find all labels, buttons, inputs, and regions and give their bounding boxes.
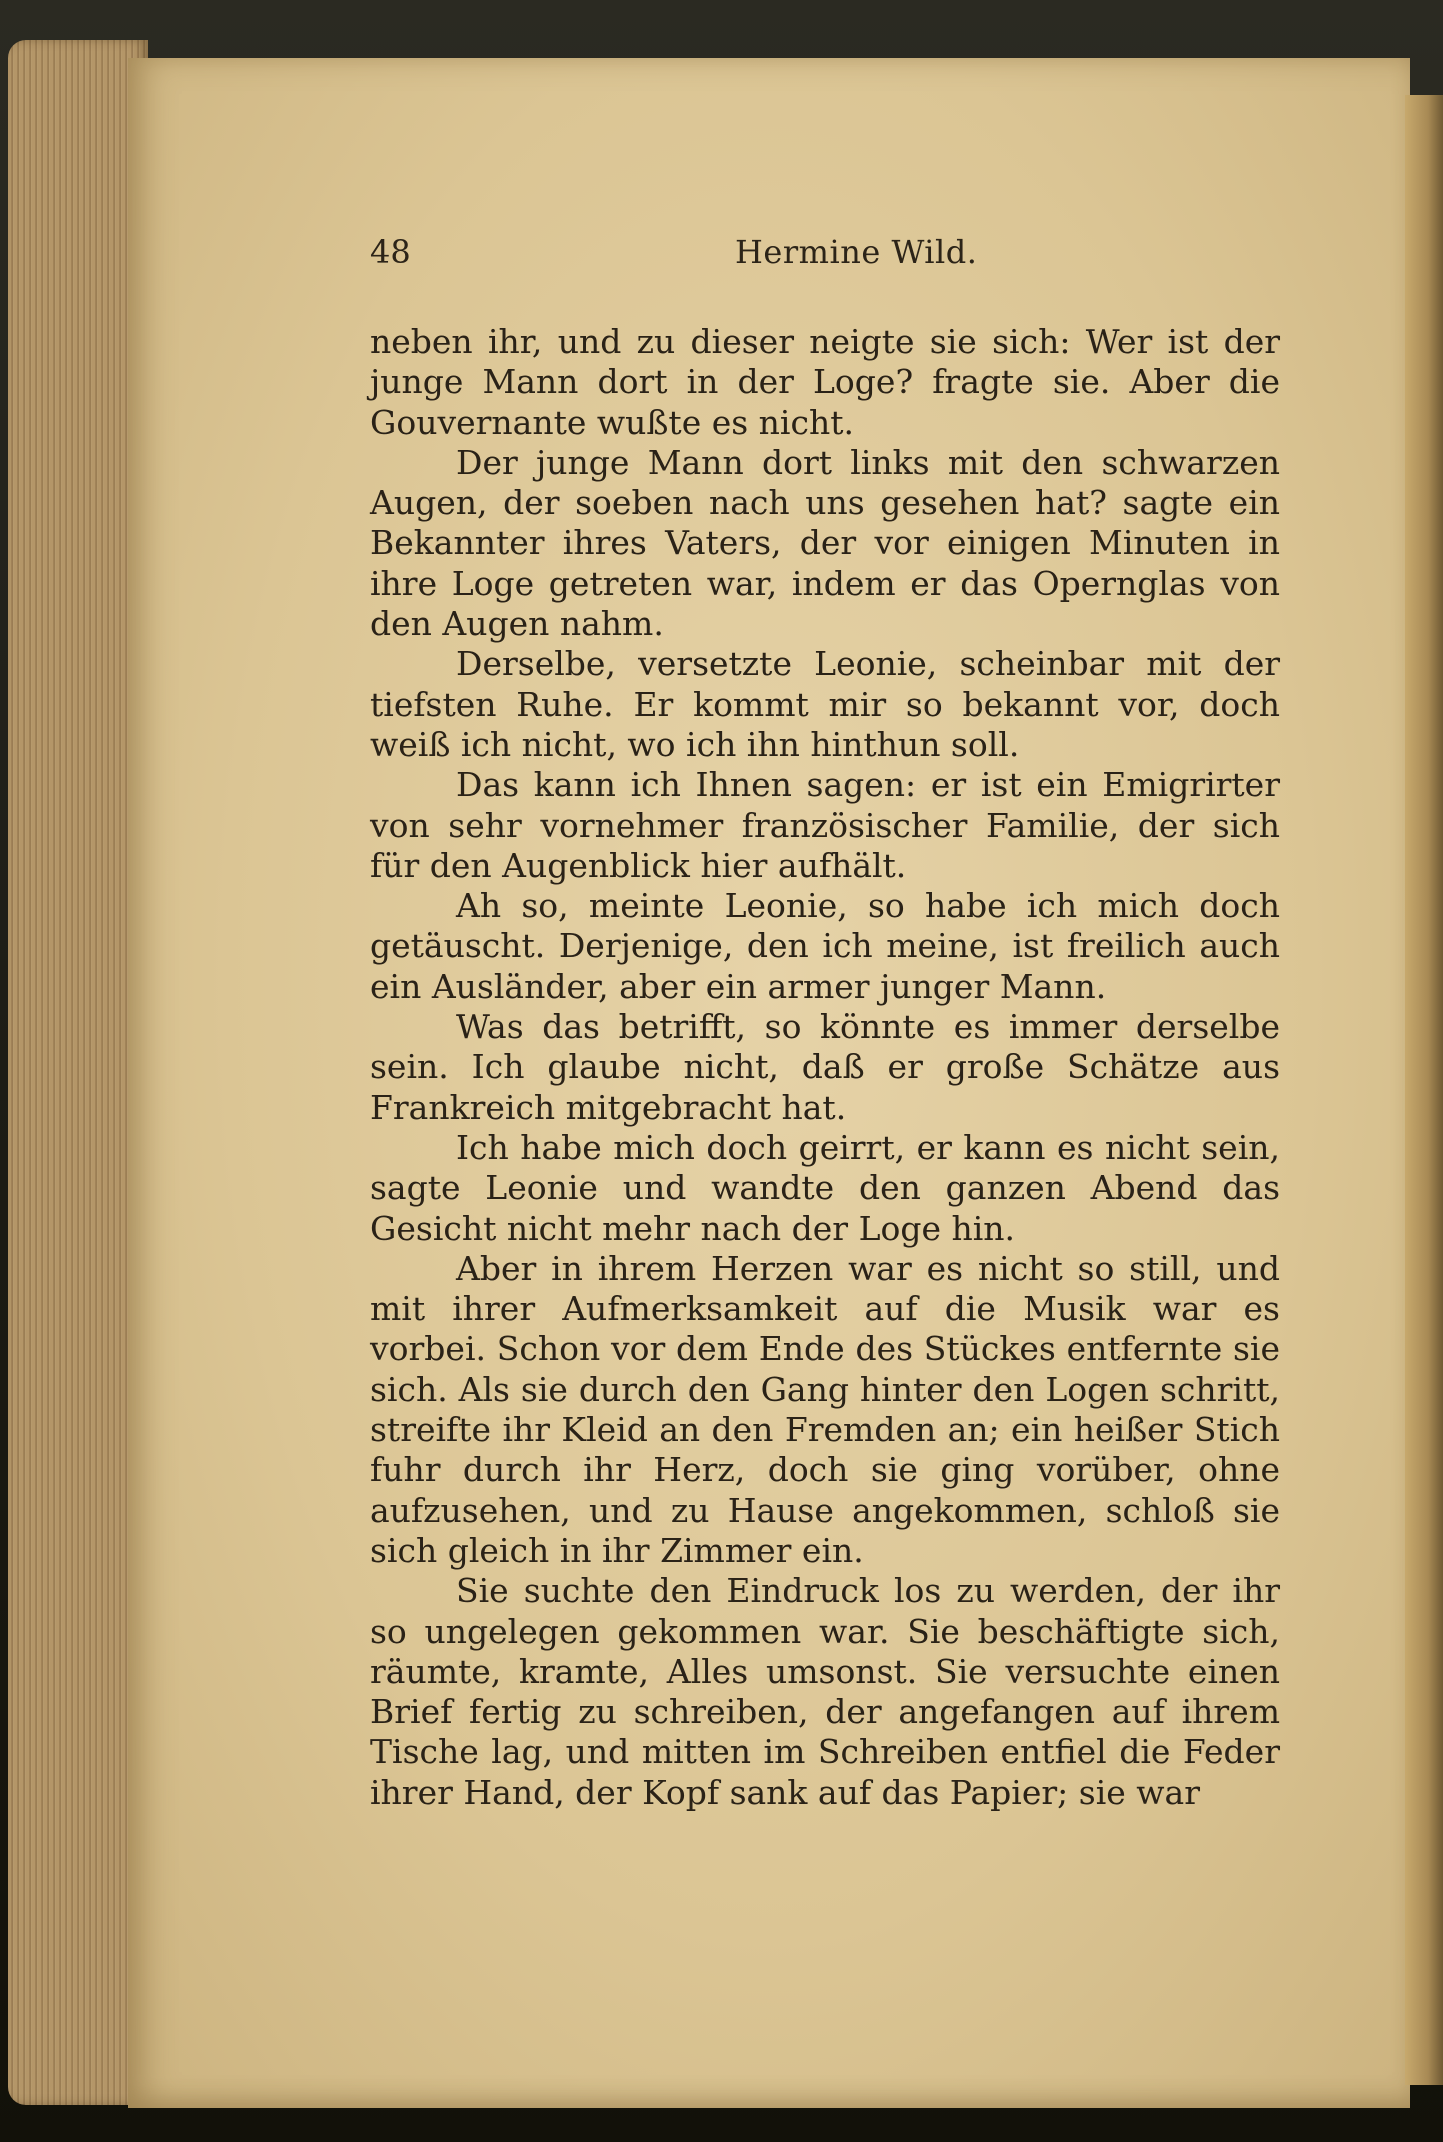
paragraph: Ah so, meinte Leonie, so habe ich mich doch getäuscht. Derjenige, den ich meine, ist freilich auch ein Ausländer, aber ein armer junger Mann. [370, 886, 1280, 1006]
page-right-edge [1405, 95, 1443, 2085]
page-number: 48 [370, 233, 411, 271]
paragraph: neben ihr, und zu dieser neigte sie sich: Wer ist der junge Mann dort in der Loge? fragte sie. Aber die Gouvernante wußte es nicht. [370, 322, 1280, 442]
paragraph: Ich habe mich doch geirrt, er kann es nicht sein, sagte Leonie und wandte den ganzen Abend das Gesicht nicht mehr nach der Loge hin. [370, 1127, 1280, 1248]
paragraph: Aber in ihrem Herzen war es nicht so still, und mit ihrer Aufmerksamkeit auf die Musik war es vorbei. Schon vor dem Ende des Stückes entfernte sie sich. Als sie durch den Gang hinter den Logen schritt, streifte ihr Kleid an den Fremden an; ein heißer Stich fuhr durch ihr Herz, doch sie ging vorüber, ohne aufzusehen, und zu Hause angekommen, schloß sie sich gleich in ihr Zimmer ein. [370, 1248, 1280, 1570]
body-text [370, 322, 1280, 1813]
paragraph: Derselbe, versetzte Leonie, scheinbar mit der tiefsten Ruhe. Er kommt mir so bekannt vor, doch weiß ich nicht, wo ich ihn hinthun soll. [370, 644, 1280, 764]
paragraph: Was das betrifft, so könnte es immer derselbe sein. Ich glaube nicht, daß er große Schätze aus Frankreich mitgebracht hat. [370, 1007, 1280, 1127]
paragraph: Sie suchte den Eindruck los zu werden, der ihr so ungelegen gekommen war. Sie beschäftigte sich, räumte, kramte, Alles umsonst. Sie versuchte einen Brief fertig zu schreiben, der angefangen auf ihrem Tische lag, und mitten im Schreiben entfiel die Feder ihrer Hand, der Kopf sank auf das Papier; sie war [370, 1571, 1280, 1812]
page-edges [8, 40, 148, 2105]
paragraph: Der junge Mann dort links mit den schwarzen Augen, der soeben nach uns gesehen hat? sagte ein Bekannter ihres Vaters, der vor einigen Minuten in ihre Loge getreten war, indem er das Opernglas von den Augen nahm. [370, 442, 1280, 644]
running-title: Hermine Wild. [735, 233, 978, 271]
page-header [370, 233, 1280, 283]
paragraph: Das kann ich Ihnen sagen: er ist ein Emigrirter von sehr vornehmer französischer Familie, der sich für den Augenblick hier aufhält. [370, 765, 1280, 885]
